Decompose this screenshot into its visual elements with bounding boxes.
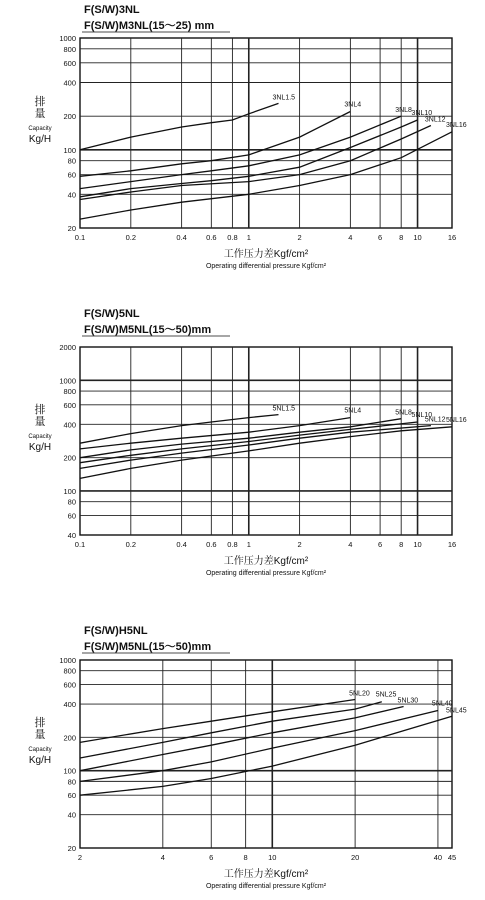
y-tick-label: 200 [63, 733, 76, 743]
chart-title: F(S/W)3NL [84, 4, 140, 16]
series-label: 5NL12 [424, 416, 446, 424]
y-tick-label: 1000 [59, 656, 76, 665]
x-tick-label: 0.6 [206, 233, 217, 242]
y-tick-label: 200 [63, 453, 76, 463]
series-label: 5NL4 [344, 407, 362, 415]
y-tick-label: 400 [63, 700, 76, 710]
x-tick-label: 2 [297, 540, 302, 549]
y-tick-label: 20 [67, 844, 76, 853]
series-label: 3NL10 [411, 109, 433, 117]
series-label: 3NL16 [446, 121, 467, 129]
y-axis-label-unit: Kg/H [28, 442, 52, 453]
x-tick-label: 8 [243, 853, 248, 862]
y-tick-label: 40 [67, 810, 76, 820]
series-label: 3NL1.5 [272, 94, 296, 102]
y-tick-label: 1000 [59, 376, 76, 386]
series-label: 5NL30 [397, 697, 419, 705]
plot-frame [80, 38, 452, 228]
x-tick-label: 16 [447, 540, 457, 549]
series-label: 5NL10 [411, 412, 433, 419]
y-axis-label-en: Capacity [28, 747, 52, 753]
x-tick-label: 10 [413, 233, 422, 242]
x-axis-label-en: Operating differential pressure Kgf/cm² [205, 570, 327, 577]
y-tick-label: 20 [67, 224, 76, 233]
x-tick-label: 0.8 [227, 540, 238, 549]
series-label: 5NL25 [375, 691, 397, 699]
x-tick-label: 10 [413, 540, 422, 549]
y-tick-label: 100 [63, 766, 76, 776]
x-tick-label: 0.4 [176, 540, 187, 549]
x-tick-label: 16 [447, 233, 457, 242]
x-tick-label: 6 [378, 233, 383, 242]
y-tick-label: 200 [63, 112, 76, 122]
x-axis-label-cn: 工作压力差Kgf/cm² [223, 869, 309, 880]
y-axis-label-cn: 排 [34, 404, 46, 416]
y-tick-label: 1000 [59, 34, 76, 43]
x-tick-label: 1 [246, 233, 251, 242]
series-label: 5NL16 [446, 416, 467, 424]
chart-title: F(S/W)5NL [84, 308, 140, 320]
series-label: 5NL20 [349, 690, 370, 698]
x-tick-label: 8 [399, 540, 404, 549]
x-tick-label: 1 [246, 540, 251, 549]
x-tick-label: 0.8 [227, 233, 238, 242]
series-label: 5NL8 [395, 409, 412, 417]
y-tick-label: 80 [67, 777, 76, 787]
plot-frame [80, 660, 452, 848]
x-tick-label: 0.1 [74, 233, 86, 242]
x-tick-label: 2 [297, 233, 302, 242]
y-tick-label: 80 [67, 156, 76, 166]
chart-subtitle: F(S/W)M5NL(15～50)mm [84, 641, 212, 653]
series-label: 3NL8 [395, 107, 412, 115]
y-tick-label: 800 [63, 387, 76, 397]
x-tick-label: 0.1 [74, 540, 86, 549]
x-axis-label-cn: 工作压力差Kgf/cm² [223, 556, 309, 567]
y-tick-label: 400 [63, 420, 76, 430]
y-tick-label: 60 [67, 791, 76, 801]
x-tick-label: 20 [350, 853, 360, 862]
y-tick-label: 600 [63, 400, 76, 410]
y-tick-label: 800 [63, 44, 76, 54]
x-axis-label-cn: 工作压力差Kgf/cm² [223, 249, 309, 260]
y-axis-label-cn: 量 [34, 416, 46, 428]
y-tick-label: 60 [67, 511, 76, 521]
y-tick-label: 100 [63, 486, 76, 496]
x-axis-label-en: Operating differential pressure Kgf/cm² [205, 883, 327, 890]
x-tick-label: 10 [268, 853, 277, 862]
x-tick-label: 0.4 [176, 233, 187, 242]
y-tick-label: 100 [63, 145, 76, 155]
y-axis-label-cn: 量 [34, 108, 46, 120]
chart-subtitle: F(S/W)M5NL(15～50)mm [84, 324, 212, 336]
y-axis-label-cn: 排 [34, 717, 46, 729]
x-tick-label: 8 [399, 233, 404, 242]
y-tick-label: 60 [67, 170, 76, 180]
y-axis-label-cn: 量 [34, 729, 46, 741]
x-tick-label: 6 [378, 540, 383, 549]
y-tick-label: 600 [63, 58, 76, 68]
y-axis-label-en: Capacity [28, 126, 52, 132]
x-tick-label: 6 [209, 853, 214, 862]
x-tick-label: 0.2 [125, 233, 137, 242]
y-tick-label: 80 [67, 497, 76, 507]
x-tick-label: 4 [348, 540, 353, 549]
x-tick-label: 0.2 [125, 540, 137, 549]
plot-frame [80, 347, 452, 535]
y-axis-label-cn: 排 [34, 96, 46, 108]
x-tick-label: 4 [160, 853, 165, 862]
x-tick-label: 0.6 [206, 540, 217, 549]
chart-subtitle: F(S/W)M3NL(15～25) mm [84, 20, 215, 32]
y-tick-label: 40 [67, 190, 76, 200]
x-tick-label: 4 [348, 233, 353, 242]
y-axis-label-en: Capacity [28, 434, 52, 440]
y-tick-label: 800 [63, 666, 76, 676]
x-tick-label: 2 [77, 853, 83, 862]
series-label: 5NL1.5 [272, 405, 296, 413]
series-label: 5NL45 [446, 707, 467, 715]
x-tick-label: 40 [433, 853, 443, 862]
series-label: 3NL4 [344, 101, 362, 109]
y-axis-label-unit: Kg/H [28, 755, 52, 766]
y-tick-label: 600 [63, 680, 76, 690]
y-axis-label-unit: Kg/H [28, 134, 52, 145]
series-label: 5NL40 [431, 700, 453, 708]
y-tick-label: 400 [63, 78, 76, 88]
x-tick-label: 45 [447, 853, 457, 862]
series-label: 3NL12 [424, 116, 446, 124]
x-axis-label-en: Operating differential pressure Kgf/cm² [205, 263, 327, 270]
y-tick-label: 2000 [59, 343, 76, 352]
chart-title: F(S/W)H5NL [84, 625, 148, 637]
y-tick-label: 40 [67, 531, 76, 540]
